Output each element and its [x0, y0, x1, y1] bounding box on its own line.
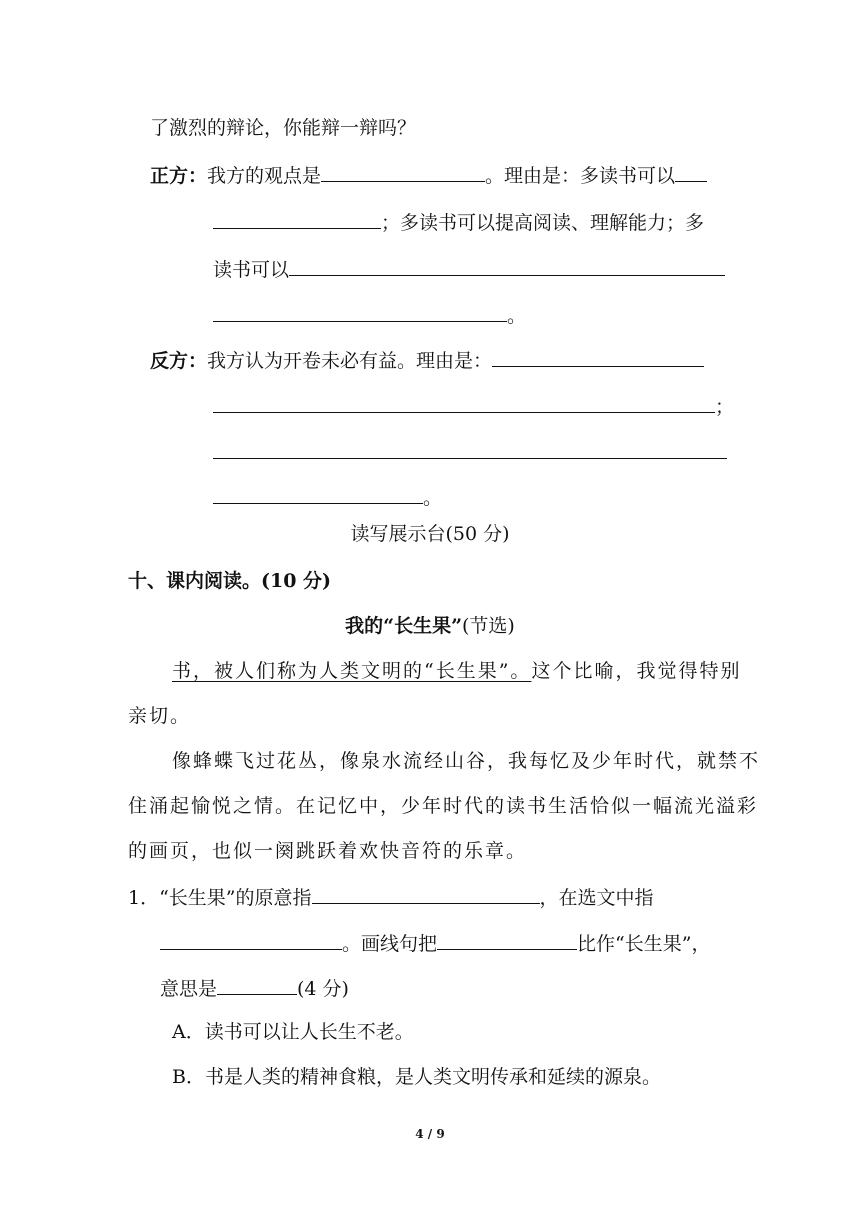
section-title: 读写展示台(50 分): [350, 523, 510, 545]
original-meaning-blank[interactable]: [312, 883, 540, 904]
option-b[interactable]: B．书是人类的精神食粮，是人类文明传承和延续的源泉。: [172, 1066, 661, 1088]
passage-paragraph-1-cont: 亲切。: [128, 705, 192, 727]
passage-paragraph-2-cont-1: 住涌起愉悦之情。在记忆中，少年时代的读书生活恰似一幅流光溢彩: [128, 795, 759, 817]
pro-line-2: ；多读书可以提高阅读、理解能力；多: [213, 208, 704, 236]
pro-line-3: 读书可以: [213, 255, 725, 283]
con-reason-2-blank[interactable]: [213, 438, 727, 459]
meaning-in-text-blank[interactable]: [160, 929, 342, 950]
con-reason-1-blank[interactable]: [213, 392, 715, 413]
passage-paragraph-1: 书，被人们称为人类文明的“长生果”。这个比喻，我觉得特别: [172, 660, 742, 682]
sub-question-1-line-3: 意思是 (4 分): [160, 974, 349, 1002]
page-number: 4 / 9: [415, 1127, 445, 1141]
con-label: 反方：: [150, 350, 208, 372]
underlined-sentence: 书，被人们称为人类文明的“长生果”。: [172, 660, 532, 682]
pro-reason-3-blank-end[interactable]: [213, 301, 507, 322]
pro-reason-3-blank[interactable]: [289, 255, 725, 276]
debate-intro: 了激烈的辩论，你能辩一辩吗？: [150, 117, 417, 139]
pro-viewpoint-blank[interactable]: [321, 161, 485, 182]
choice-blank[interactable]: [217, 974, 297, 995]
pro-line-1: 正方：我方的观点是 。理由是：多读书可以: [150, 161, 707, 189]
pro-label: 正方：: [150, 165, 208, 187]
pro-line-4: 。: [213, 301, 526, 329]
passage-title: 我的“长生果”(节选): [345, 615, 515, 637]
sub-question-1-line-2: 。画线句把 比作“长生果”，: [160, 929, 710, 957]
sub-question-1-line-1: 1．“长生果”的原意指 ，在选文中指: [128, 883, 654, 911]
pro-reason-1-blank-start[interactable]: [675, 161, 707, 182]
pro-reason-1-blank[interactable]: [213, 208, 381, 229]
option-a[interactable]: A．读书可以让人长生不老。: [172, 1021, 414, 1043]
con-line-3: [213, 438, 727, 466]
passage-paragraph-2-cont-2: 的画页，也似一阕跳跃着欢快音符的乐章。: [128, 840, 528, 862]
con-reason-blank-start[interactable]: [492, 346, 704, 367]
compared-object-blank[interactable]: [437, 929, 577, 950]
con-line-2: ；: [213, 392, 734, 420]
con-line-1: 反方：我方认为开卷未必有益。理由是：: [150, 346, 704, 374]
passage-paragraph-2: 像蜂蝶飞过花丛，像泉水流经山谷，我每忆及少年时代，就禁不: [172, 750, 761, 772]
con-reason-2-blank-end[interactable]: [213, 483, 423, 504]
question-10-heading: 十、课内阅读。(10 分): [128, 570, 332, 592]
sub-question-number: 1．: [128, 887, 160, 909]
con-line-4: 。: [213, 483, 442, 511]
